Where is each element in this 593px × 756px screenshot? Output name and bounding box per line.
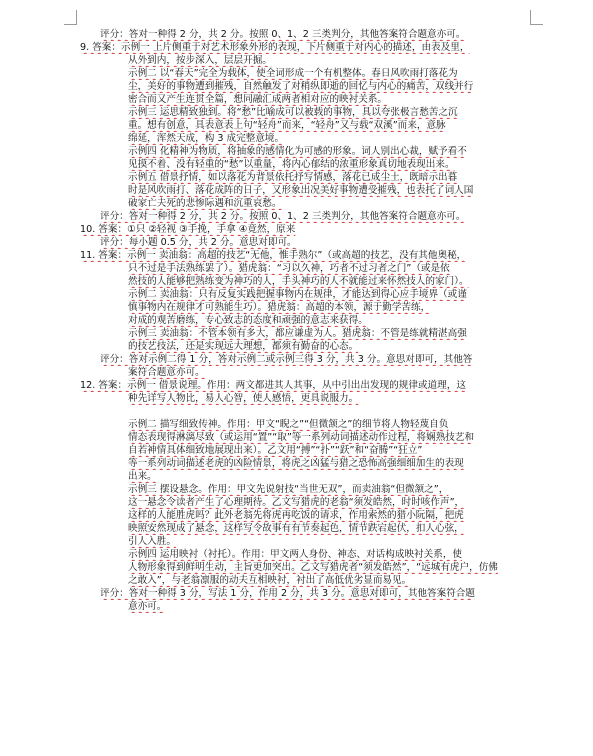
line-text: 然技的人能够把熟练变为神巧的人，手头神巧的人不就能过来怀然技人的家门）。 xyxy=(128,276,469,287)
text-line xyxy=(80,379,540,392)
text-line xyxy=(80,457,540,470)
line-text: 只不过是手法熟练罢了）。猎虎翁：“习以久神，巧者不过习者之门”（或是依 xyxy=(128,263,450,274)
text-line xyxy=(80,158,540,171)
text-line xyxy=(80,197,540,210)
line-text: 人物形象得到鲜明生动，主旨更加突出。乙文写猎虎者“须发皓然”，“远城有虎户，仿佛 xyxy=(128,562,498,573)
line-text: 这一悬念令读者产生了心理期待。乙文写猎虎的老翁“须发皓然，时时咳作声”， xyxy=(128,497,465,508)
line-text: 引人入胜。 xyxy=(128,536,176,547)
text-line xyxy=(80,418,540,431)
line-text: 绵延，浑然天成，构 3 成完整意境。 xyxy=(128,133,285,144)
line-text: 评分：答对一种得 2 分，共 2 分。按照 0、1、2 三类判分，其他答案符合题意亦可。 xyxy=(100,211,466,222)
line-text: 案符合题意亦可。 xyxy=(128,367,205,378)
line-text: 意亦可。 xyxy=(128,601,167,612)
line-text: 示例二 描写细致传神。作用：甲文“睨之”“但微颔之”的细节将人物轻蔑自负 xyxy=(128,419,449,430)
line-text: 密合而又产生连贯全篇，想同融汇成两者相对应的映衬关系。 xyxy=(128,94,388,105)
line-text: 的技艺技法，还是实现远大理想，都须有勤奋的心态。 xyxy=(128,341,359,352)
text-line xyxy=(80,236,540,249)
line-text: 评分：答对一种得 2 分，共 2 分。按照 0、1、2 三类判分，其他答案符合题意亦可。 xyxy=(100,29,466,40)
answer-key-text xyxy=(80,28,540,613)
line-text: 10. 答案：①只 ②轻视 ③手挽，手拿 ④竟然，原来 xyxy=(80,224,296,235)
text-line xyxy=(80,132,540,145)
text-line xyxy=(80,80,540,93)
text-line xyxy=(80,431,540,444)
text-line xyxy=(80,353,540,366)
text-line xyxy=(80,54,540,67)
line-text: 评分：答对示例二得 1 分，答对示例二或示例三得 3 分，共 3 分。意思对即可，其他答 xyxy=(100,354,473,365)
line-text: 示例四 运用映衬（衬托）。作用：甲文两人身份、神态、对话构成映衬关系，使 xyxy=(128,549,463,560)
page-corner-mark-top-right xyxy=(530,10,543,25)
line-text: 种先详写人物比，易人心智，使人感悟，更具说服力。 xyxy=(128,393,359,404)
text-line xyxy=(80,405,540,418)
text-line xyxy=(80,145,540,158)
line-text: 尘，美好的事物遭到摧残，自然触发了对稍纵即逝的回忆与内心的痛苦，双线并行 xyxy=(128,81,474,92)
line-text: 见摸不着、没有轻重的“愁”以重量，将内心郁结的浓重形象真切地表现出来。 xyxy=(128,159,455,170)
line-text: 示例三 卖油翁：不管本领有多大，都应谦虚为人。猎虎翁：不管是练就精湛高强 xyxy=(128,328,467,339)
line-text: 示例二 卖油翁：只有反复实践把握事物内在规律，才能达到得心应手境界（或谨 xyxy=(128,289,467,300)
line-text: 之敢入”，与老翁凛服的动夫互相映衬，衬出了高低优劣显而易见。 xyxy=(128,575,412,586)
line-text: 示例四 化精神为物质，将抽象的感情化为可感的形象。词人别出心裁，赋予看不 xyxy=(128,146,467,157)
text-line xyxy=(80,67,540,80)
line-text: 评分：答对一种得 3 分，写法 1 分，作用 2 分，共 3 分。意思对即可，其他答案符合题 xyxy=(100,588,475,599)
line-text: 从外到内，按步深入，层层开掘。 xyxy=(128,55,272,66)
line-text: 示例二 以“春天”完全为载体，使全词形成一个有机整体。春日风吹雨打落花为 xyxy=(128,68,458,79)
text-line xyxy=(80,483,540,496)
text-line xyxy=(80,301,540,314)
line-text: 这样的人能胜虎吗？此外老翁先将虎再吃饭的请求，作用索然的猎小阮隔，把虎 xyxy=(128,510,464,521)
text-line xyxy=(80,340,540,353)
text-line xyxy=(80,561,540,574)
text-line xyxy=(80,41,540,54)
line-text: 12. 答案：示例一 借景说理。作用：两文都进其人其事，从中引出出发现的规律或道理，这 xyxy=(80,380,466,391)
text-line xyxy=(80,28,540,41)
text-line xyxy=(80,106,540,119)
text-line xyxy=(80,93,540,106)
line-text: 示例三 摆设悬念。作用：甲文先说射技“当世无双”，而卖油翁“但微颔之”， xyxy=(128,484,449,495)
line-text: 重。想有创意，具表意表上句“轻舟”而来，“轻舟”又与载“双溪”而来，意脉 xyxy=(128,120,446,131)
text-line xyxy=(80,327,540,340)
text-line xyxy=(80,392,540,405)
text-line xyxy=(80,223,540,236)
text-line xyxy=(80,314,540,327)
text-line xyxy=(80,548,540,561)
line-text: 慎事物内在规律才可熟能生巧）。猎虎翁：高超的本领，源于勤学苦练， xyxy=(128,302,431,313)
text-line xyxy=(80,600,540,613)
text-line xyxy=(80,509,540,522)
text-line xyxy=(80,587,540,600)
text-line xyxy=(80,275,540,288)
text-line xyxy=(80,249,540,262)
text-line xyxy=(80,119,540,132)
line-text: 9. 答案：示例一 上片侧重于对艺术形象外形的表现，下片侧重于对内心的描述，由表及里， xyxy=(80,42,470,53)
text-line xyxy=(80,470,540,483)
text-line xyxy=(80,496,540,509)
text-line xyxy=(80,366,540,379)
text-line xyxy=(80,535,540,548)
line-text: 情态表现得淋漓尽致（或运用“置”“取”等一系列动词描述动作过程，将娴熟技艺和 xyxy=(128,432,475,443)
text-line xyxy=(80,171,540,184)
line-text: 时是风吹雨打、落花成阵的日子，又形象出况美好事物遭受摧残，也表托了词人国 xyxy=(128,185,474,196)
line-text: 评分：每小题 0.5 分，共 2 分。意思对即可。 xyxy=(100,237,297,248)
text-line xyxy=(80,262,540,275)
text-line xyxy=(80,288,540,301)
line-text: 11. 答案：示例一 卖油翁：高超的技艺“无他，惟手熟尔”（或高超的技艺，没有其他奥秘， xyxy=(80,250,467,261)
text-line xyxy=(80,444,540,457)
line-text: 示例三 运思精致独到。将“愁”比喻成可以被载的事物，具以夸张极言愁苦之沉 xyxy=(128,107,458,118)
text-line xyxy=(80,184,540,197)
line-text: 出来。 xyxy=(128,471,157,482)
page-corner-mark-top-left xyxy=(64,10,77,25)
line-text: 映照安然现成了悬念，这样写令故事有有节奏起色，情节跌宕起伏，扣人心弦， xyxy=(128,523,464,534)
text-line xyxy=(80,210,540,223)
line-text: 破家亡夫死的悲惨际遇和沉重哀愁。 xyxy=(128,198,282,209)
line-text: 示例五 借景抒情，如以落花为背景依托抒写情感，落花已成尘土，既暗示出暮 xyxy=(128,172,458,183)
line-text: 等一系列动词描述老虎的凶险情景，将虎之凶猛与猎之恐怖高强细细加生的表现 xyxy=(128,458,464,469)
line-text: 对成的观苦磨练，专心致志的态度和顽强的意志来获得。 xyxy=(128,315,368,326)
line-text: 自若神情具体细致地展现出来）。乙文用“搏”“扑”“跃”和“奋腾”“狂立” xyxy=(128,445,423,456)
text-line xyxy=(80,522,540,535)
text-line xyxy=(80,574,540,587)
